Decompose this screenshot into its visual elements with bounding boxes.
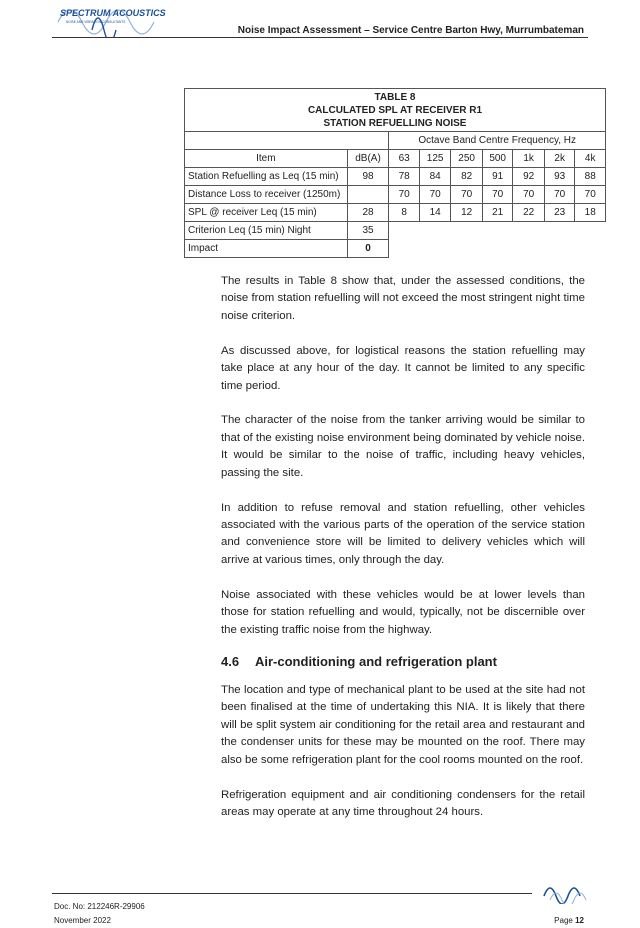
- paragraph: The character of the noise from the tanker arriving would be similar to that of the existing noise environment being dominated by vehicle noise. It would be similar to the noise of traffic, including heavy vehicles, passing the site.: [221, 414, 585, 479]
- cell: 78: [389, 168, 420, 186]
- cell: 22: [513, 204, 545, 222]
- paragraph: Noise associated with these vehicles would be at lower levels than those for station refuelling and would, typically, not be discernible over the existing traffic noise from the highway.: [221, 588, 585, 636]
- table-caption-line1: TABLE 8: [374, 92, 416, 103]
- cell: 82: [451, 168, 483, 186]
- impact-label: Impact: [185, 240, 348, 258]
- paragraph: In addition to refuse removal and station refuelling, other vehicles associated with the various parts of the operation of the service station and convenience store will be limited to delivery vehicles which will arrive at various times, only through the day.: [221, 501, 585, 566]
- col-header-63: 63: [389, 150, 420, 168]
- spectrum-acoustics-logo: [52, 0, 172, 38]
- paragraph: Refrigeration equipment and air conditioning condensers for the retail areas may operate at any time throughout 24 hours.: [221, 788, 585, 818]
- cell: 70: [482, 186, 513, 204]
- footer-date: November 2022: [54, 916, 111, 925]
- cell: 93: [544, 168, 575, 186]
- page-number: 12: [575, 916, 584, 925]
- section-number: 4.6: [221, 654, 240, 669]
- section-heading: [221, 654, 497, 669]
- table-row: [185, 186, 606, 204]
- cell: 8: [389, 204, 420, 222]
- cell-dba: 28: [347, 204, 389, 222]
- paragraph: As discussed above, for logistical reasons the station refuelling may take place at any hour of the day. It cannot be limited to any specific time period.: [221, 344, 585, 392]
- footer-doc-number: Doc. No: 212246R-29906: [54, 902, 145, 911]
- empty-header-cell: [185, 132, 389, 150]
- table-caption: [185, 89, 606, 132]
- cell: 70: [575, 186, 606, 204]
- cell: 70: [451, 186, 483, 204]
- cell: 70: [544, 186, 575, 204]
- cell: 14: [419, 204, 451, 222]
- paragraph: The location and type of mechanical plant to be used at the site had not been finalised at the time of undertaking this NIA. It is likely that there will be split system air conditioning for the retail area and restaurant and the condenser units for these may be mounted on the roof. There may also be some refrigeration plant for the cool rooms mounted on the roof.: [221, 684, 585, 766]
- table-row: [185, 168, 606, 186]
- octave-band-header: Octave Band Centre Frequency, Hz: [389, 132, 606, 150]
- cell-dba: [347, 186, 389, 204]
- body-text: [221, 273, 585, 656]
- criterion-label: Criterion Leq (15 min) Night: [185, 222, 348, 240]
- footer-page: [554, 916, 584, 925]
- svg-text:NOISE AND VIBRATION CONSULTANT: NOISE AND VIBRATION CONSULTANTS: [66, 20, 126, 24]
- page-label: Page: [554, 916, 573, 925]
- col-header-1k: 1k: [513, 150, 545, 168]
- cell: 70: [389, 186, 420, 204]
- col-header-250: 250: [451, 150, 483, 168]
- col-header-4k: 4k: [575, 150, 606, 168]
- col-header-dba: dB(A): [347, 150, 389, 168]
- footer-wave-logo: [542, 882, 588, 904]
- row-label: SPL @ receiver Leq (15 min): [185, 204, 348, 222]
- cell: 70: [419, 186, 451, 204]
- criterion-row: [185, 222, 606, 240]
- table-8-calculated-spl: [184, 88, 606, 258]
- cell: 84: [419, 168, 451, 186]
- criterion-value: 35: [347, 222, 389, 240]
- table-caption-line3: STATION REFUELLING NOISE: [323, 118, 467, 129]
- cell: 70: [513, 186, 545, 204]
- cell: 91: [482, 168, 513, 186]
- cell: 23: [544, 204, 575, 222]
- section-body-text: [221, 682, 585, 839]
- table-row: [185, 204, 606, 222]
- impact-row: [185, 240, 606, 258]
- col-header-item: Item: [185, 150, 348, 168]
- impact-value: 0: [347, 240, 389, 258]
- row-label: Station Refuelling as Leq (15 min): [185, 168, 348, 186]
- section-title: Air-conditioning and refrigeration plant: [255, 654, 497, 669]
- cell-dba: 98: [347, 168, 389, 186]
- header-title: Noise Impact Assessment – Service Centre Barton Hwy, Murrumbateman: [237, 25, 584, 36]
- svg-text:SPECTRUM ACOUSTICS: SPECTRUM ACOUSTICS: [60, 8, 166, 18]
- table-header-row: [185, 150, 606, 168]
- row-label: Distance Loss to receiver (1250m): [185, 186, 348, 204]
- cell: 12: [451, 204, 483, 222]
- col-header-125: 125: [419, 150, 451, 168]
- header-divider: [52, 37, 588, 38]
- cell: 92: [513, 168, 545, 186]
- cell: 88: [575, 168, 606, 186]
- table-caption-line2: CALCULATED SPL AT RECEIVER R1: [307, 105, 483, 116]
- cell: 21: [482, 204, 513, 222]
- cell: 18: [575, 204, 606, 222]
- paragraph: The results in Table 8 show that, under the assessed conditions, the noise from station refuelling will not exceed the most stringent night time noise criterion.: [221, 275, 585, 322]
- footer-divider: [52, 893, 532, 894]
- col-header-2k: 2k: [544, 150, 575, 168]
- col-header-500: 500: [482, 150, 513, 168]
